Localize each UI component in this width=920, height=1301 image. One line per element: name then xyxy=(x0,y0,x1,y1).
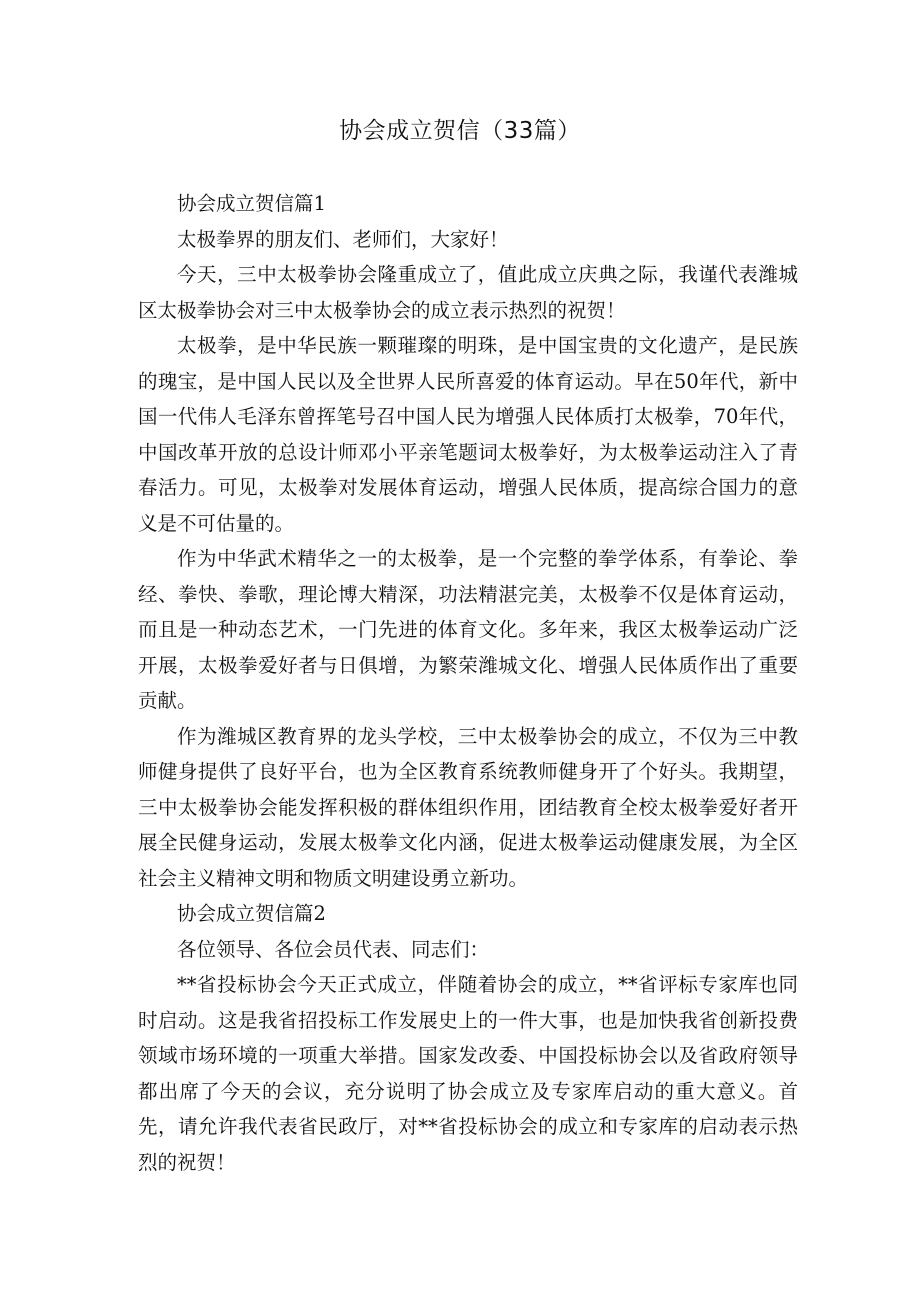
section-heading: 协会成立贺信篇2 xyxy=(177,902,326,925)
document-body xyxy=(138,186,798,1180)
body-paragraph: 太极拳界的朋友们、老师们，大家好！ xyxy=(177,227,509,251)
body-paragraph: 太极拳，是中华民族一颗璀璨的明珠，是中国宝贵的文化遗产，是民族的瑰宝，是中国人民以及全世界人民所喜爱的体育运动。早在50年代，新中国一代伟人毛泽东曾挥笔号召中国人民为增强人民体质打太极拳，70年代，中国改革开放的总设计师邓小平亲笔题词太极拳好，为太极拳运动注入了青春活力。可见，太极拳对发展体育运动，增强人民体质，提高综合国力的意义是不可估量的。 xyxy=(138,334,798,535)
body-paragraph: **省投标协会今天正式成立，伴随着协会的成立，**省评标专家库也同时启动。这是我省招投标工作发展史上的一件大事，也是加快我省创新投费领域市场环境的一项重大举措。国家发改委、中国投标协会以及省政府领导都出席了今天的会议，充分说明了协会成立及专家库启动的重大意义。首先，请允许我代表省民政厅，对**省投标协会的成立和专家库的启动表示热烈的祝贺！ xyxy=(138,973,798,1174)
body-paragraph: 各位领导、各位会员代表、同志们： xyxy=(177,937,490,961)
body-paragraph: 作为中华武术精华之一的太极拳，是一个完整的拳学体系，有拳论、拳经、拳快、拳歌，理论博大精深，功法精湛完美，太极拳不仅是体育运动，而且是一种动态艺术，一门先进的体育文化。多年来，我区太极拳运动广泛开展，太极拳爱好者与日俱增，为繁荣潍城文化、增强人民体质作出了重要贡献。 xyxy=(138,547,798,712)
body-paragraph: 今天，三中太极拳协会隆重成立了，值此成立庆典之际，我谨代表潍城区太极拳协会对三中太极拳协会的成立表示热烈的祝贺！ xyxy=(138,263,798,322)
document-title: 协会成立贺信（33篇） xyxy=(339,118,581,144)
body-paragraph: 作为潍城区教育界的龙头学校，三中太极拳协会的成立，不仅为三中教师健身提供了良好平台，也为全区教育系统教师健身开了个好头。我期望，三中太极拳协会能发挥积极的群体组织作用，团结教育全校太极拳爱好者开展全民健身运动，发展太极拳文化内涵，促进太极拳运动健康发展，为全区社会主义精神文明和物质文明建设勇立新功。 xyxy=(138,724,798,890)
section-heading: 协会成立贺信篇1 xyxy=(177,192,326,215)
